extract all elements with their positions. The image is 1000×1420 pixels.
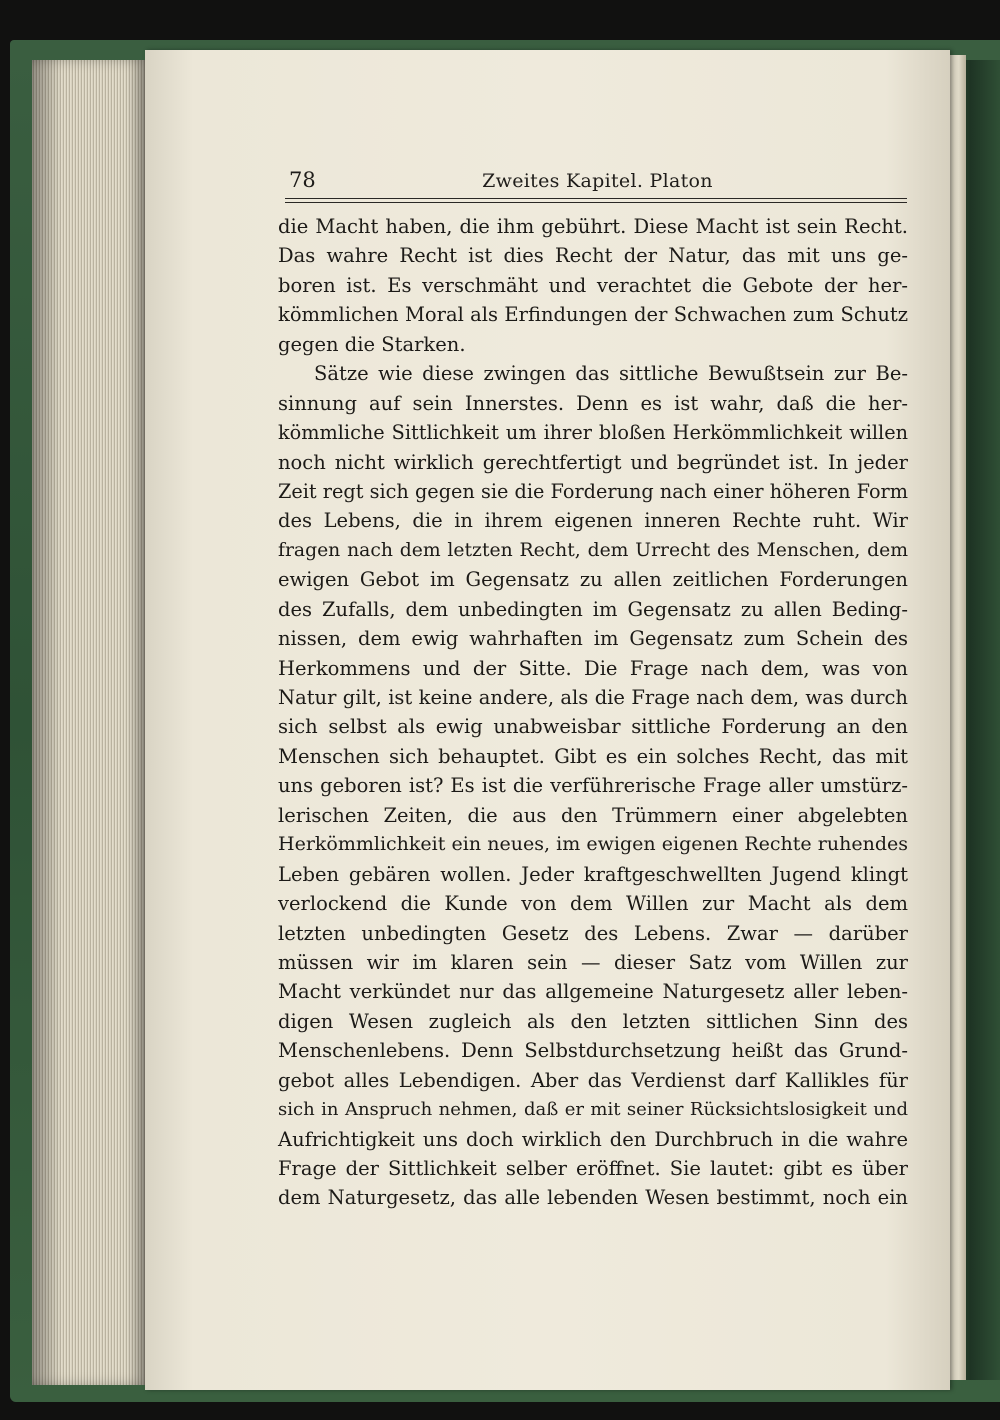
text-line: noch nicht wirklich gerechtfertigt und begründet ist. In jeder bbox=[278, 450, 908, 474]
running-head: Zweites Kapitel. Platon bbox=[482, 170, 713, 192]
text-line: dem Naturgesetz, das alle lebenden Wesen bestimmt, noch ein bbox=[278, 1186, 908, 1210]
page-edges bbox=[32, 60, 150, 1385]
page-header bbox=[285, 168, 910, 198]
text-line: Menschenlebens. Denn Selbstdurchsetzung heißt das Grund- bbox=[278, 1039, 908, 1063]
text-line: Frage der Sittlichkeit selber eröffnet. Sie lautet: gibt es über bbox=[278, 1157, 908, 1180]
text-line: verlockend die Kunde von dem Willen zur Macht als dem bbox=[278, 892, 908, 916]
text-line: müssen wir im klaren sein — dieser Satz vom Willen zur bbox=[278, 950, 908, 974]
text-line: sich in Anspruch nehmen, daß er mit seiner Rücksichtslosigkeit und bbox=[278, 1099, 908, 1121]
text-line: die Macht haben, die ihm gebührt. Diese Macht ist sein Recht. bbox=[278, 215, 908, 238]
text-line: Macht verkündet nur das allgemeine Naturgesetz aller leben- bbox=[278, 980, 908, 1004]
text-line: sich selbst als ewig unabweisbar sittliche Forderung an den bbox=[278, 715, 908, 739]
text-line: digen Wesen zugleich als den letzten sittlichen Sinn des bbox=[278, 1009, 908, 1033]
text-line: lerischen Zeiten, die aus den Trümmern einer abgelebten bbox=[278, 803, 908, 827]
text-line: des Zufalls, dem unbedingten im Gegensatz zu allen Beding- bbox=[278, 597, 908, 621]
text-line: Herkömmlichkeit ein neues, im ewigen eigenen Rechte ruhendes bbox=[278, 833, 908, 856]
text-line: Natur gilt, ist keine andere, als die Frage nach dem, was durch bbox=[278, 686, 908, 709]
text-line: fragen nach dem letzten Recht, dem Urrecht des Menschen, dem bbox=[278, 539, 908, 561]
text-line: kömmliche Sittlichkeit um ihrer bloßen Herkömmlichkeit willen bbox=[278, 421, 908, 445]
page-number: 78 bbox=[289, 168, 316, 192]
text-line: gegen die Starken. bbox=[278, 332, 466, 356]
text-line: kömmlichen Moral als Erfindungen der Schwachen zum Schutz bbox=[278, 303, 908, 327]
text-line: gebot alles Lebendigen. Aber das Verdienst darf Kallikles für bbox=[278, 1068, 908, 1092]
body-text bbox=[278, 212, 908, 1213]
text-line: ewigen Gebot im Gegensatz zu allen zeitlichen Forderungen bbox=[278, 568, 908, 592]
text-line: boren ist. Es verschmäht und verachtet die Gebote der her- bbox=[278, 273, 908, 297]
text-line: Aufrichtigkeit uns doch wirklich den Durchbruch in die wahre bbox=[278, 1127, 908, 1151]
text-line: Zeit regt sich gegen sie die Forderung nach einer höheren Form bbox=[278, 479, 908, 503]
text-line: letzten unbedingten Gesetz des Lebens. Zwar — darüber bbox=[278, 921, 908, 945]
text-line: Das wahre Recht ist dies Recht der Natur, das mit uns ge- bbox=[278, 244, 908, 268]
header-rule-thin bbox=[285, 202, 907, 203]
header-rule bbox=[285, 198, 907, 199]
text-line: nissen, dem ewig wahrhaften im Gegensatz zum Schein des bbox=[278, 627, 908, 651]
text-line: des Lebens, die in ihrem eigenen inneren Rechte ruht. Wir bbox=[278, 509, 908, 533]
facing-page-edge bbox=[948, 55, 966, 1380]
text-line: Herkommens und der Sitte. Die Frage nach dem, was von bbox=[278, 656, 908, 680]
text-line: uns geboren ist? Es ist die verführerische Frage aller umstürz- bbox=[278, 774, 908, 798]
text-line: Sätze wie diese zwingen das sittliche Bewußtsein zur Be- bbox=[314, 362, 908, 386]
text-line: Menschen sich behauptet. Gibt es ein solches Recht, das mit bbox=[278, 744, 908, 768]
text-line: sinnung auf sein Innerstes. Denn es ist wahr, daß die her- bbox=[278, 391, 908, 415]
text-line: Leben gebären wollen. Jeder kraftgeschwellten Jugend klingt bbox=[278, 862, 908, 886]
